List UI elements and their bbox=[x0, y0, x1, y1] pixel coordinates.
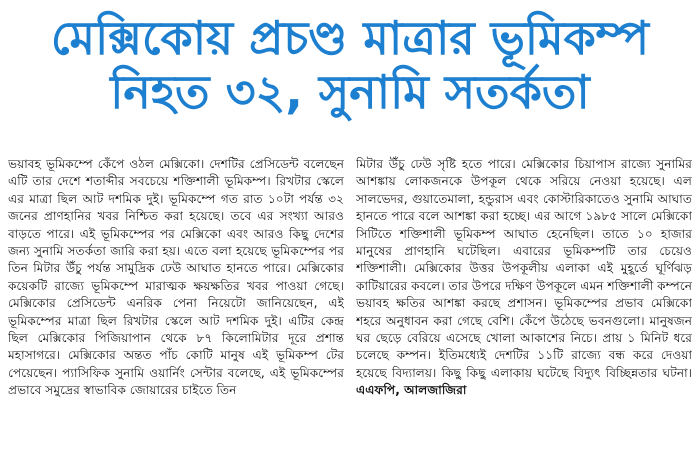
headline-line-1: মেক্সিকোয় প্রচণ্ড মাত্রার ভূমিকম্প bbox=[50, 11, 650, 65]
news-source-credit: এএফপি, আলজাজিরা bbox=[356, 383, 467, 398]
article-text-column-2-body: মিটার উঁচু ঢেউ সৃষ্টি হতে পারে। মেক্সিকোর চিয়াপাস রাজ্যে সুনামির আশঙ্কায় লোকজনকে উপকূল থেকে সরিয়ে নেওয়া হয়েছে। এল সালভেদর, গুয়াতেমালা, হন্ডুরাস এবং কোস্টারিকাতেও সুনামি আঘাত হানতে পারে বলে আশঙ্কা করা হচ্ছে। এর আগে ১৯৮৫ সালে মেক্সিকো সিটিতে শক্তিশালী ভূমিকম্প আঘাত হেনেছিল। তাতে ১০ হাজার মানুষের প্রাণহানি ঘটেছিল। এবারের ভূমিকম্পটি তার চেয়েও শক্তিশালী। মেক্সিকোর উত্তর উপকূলীয় এলাকা এই মুহূর্তে ঘূর্ণিঝড় কাটিয়ারের কবলে। তার উপরে দক্ষিণ উপকূলে এমন শক্তিশালী কম্পনে ভয়াবহ ক্ষতির আশঙ্কা করছে প্রশাসন। ভূমিকম্পের প্রভাব মেক্সিকো শহরে অনুধাবন করা গেছে বেশি। কেঁপে উঠেছে ভবনগুলো। মানুষজন ঘর ছেড়ে বেরিয়ে এসেছে খোলা আকাশের নিচে। প্রায় ১ মিনিট ধরে চলেছে কম্পন। ইতিমধ্যেই দেশটির ১১টি রাজ্যে বন্ধ করে দেওয়া হয়েছে বিদ্যালয়। কিছু কিছু এলাকায় ঘটেছে বিদ্যুৎ বিচ্ছিন্নতার ঘটনা। bbox=[356, 157, 692, 380]
article-text-column-2 bbox=[356, 156, 692, 400]
headline-line-2: নিহত ৩২, সুনামি সতর্কতা bbox=[110, 65, 590, 120]
article-text-column-1: ভয়াবহ ভূমিকম্পে কেঁপে ওঠল মেক্সিকো। দেশটির প্রেসিডেন্ট বলেছেন এটি তার দেশে শতাব্দীর সবচেয়ে শক্তিশালী ভূমিকম্প। রিখটার স্কেলে এর মাত্রা ছিল আট দশমিক দুই। ভূমিকম্পে গত রাত ১০টা পর্যন্ত ৩২ জনের প্রাণহানির খবর নিশ্চিত করা হয়েছে। তবে এর সংখ্যা আরও বাড়তে পারে। এই ভূমিকম্পের পর মেক্সিকো এবং আরও কিছু দেশের জন্য সুনামি সতর্কতা জারি করা হয়। এতে বলা হয়েছে ভূমিকম্পের পর তিন মিটার উঁচু পর্যন্ত সামুদ্রিক ঢেউ আঘাত হানতে পারে। মেক্সিকোর কয়েকটি রাজ্যে ভূমিকম্পে মারাত্মক ক্ষয়ক্ষতির খবর পাওয়া গেছে। মেক্সিকোর প্রেসিডেন্ট এনরিক পেনা নিয়েটো জানিয়েছেন, এই ভূমিকম্পের মাত্রা ছিল রিখটার স্কেলে আট দশমিক দুই। এটির কেন্দ্র ছিল মেক্সিকোর পিজিয়াপান থেকে ৮৭ কিলোমিটার দূরে প্রশান্ত মহাসাগরে। মেক্সিকোর অন্তত পাঁচ কোটি মানুষ এই ভূমিকম্প টের পেয়েছেন। প্যাসিফিক সুনামি ওয়ার্নিং সেন্টার বলেছে, এই ভূমিকম্পের প্রভাবে সমুদ্রের স্বাভাবিক জোয়ারের চাইতে তিন bbox=[8, 157, 344, 398]
article-body bbox=[8, 156, 692, 465]
headline bbox=[8, 11, 692, 120]
article-column-1 bbox=[8, 156, 344, 465]
article-column-2 bbox=[356, 156, 692, 465]
